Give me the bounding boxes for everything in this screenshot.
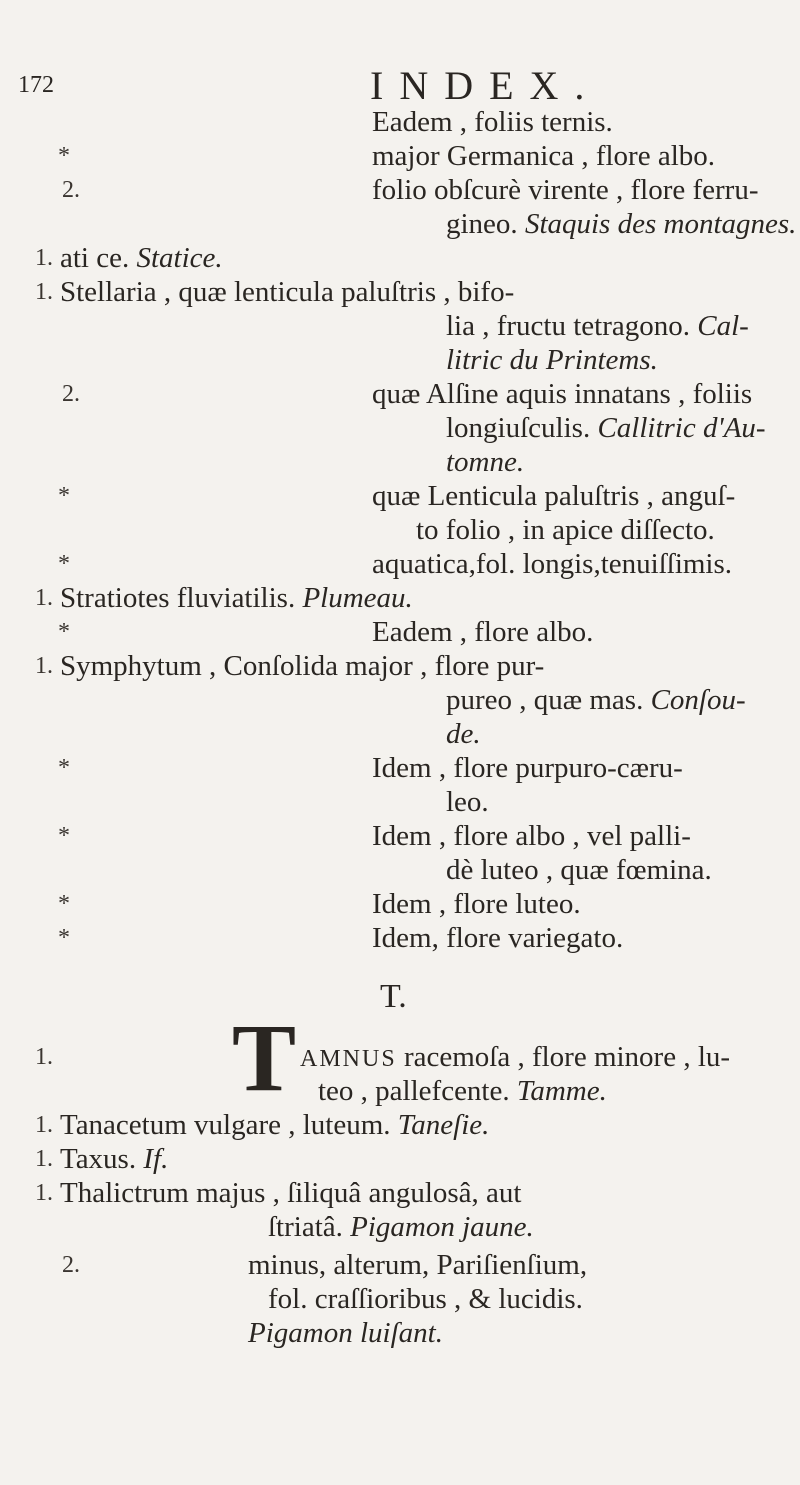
entry-line: Thalictrum majus , ſiliquâ angulosâ, aut bbox=[60, 1177, 522, 1209]
entry-line: aquatica,fol. longis,tenuiſſimis. bbox=[372, 548, 733, 580]
entry-line: dè luteo , quæ fœmina. bbox=[446, 854, 712, 886]
asterisk-marker: * bbox=[58, 551, 70, 577]
entry-line: ati ce. Statice. bbox=[60, 242, 223, 274]
asterisk-marker: * bbox=[58, 483, 70, 509]
entry-line: quæ Alſine aquis innatans , foliis bbox=[372, 378, 753, 410]
entry-line: Idem , flore albo , vel palli- bbox=[372, 820, 691, 852]
entry-number: 2. bbox=[62, 381, 80, 407]
entry-line: Stratiotes fluviatilis. Plumeau. bbox=[60, 582, 413, 614]
entry-line: leo. bbox=[446, 786, 489, 818]
page-number: 172 bbox=[18, 72, 54, 98]
entry-line: tomne. bbox=[446, 446, 525, 478]
entry-number: 1. bbox=[35, 279, 53, 305]
entry-line: de. bbox=[446, 718, 481, 750]
asterisk-marker: * bbox=[58, 925, 70, 951]
asterisk-marker: * bbox=[58, 619, 70, 645]
drop-cap: T bbox=[232, 1004, 297, 1111]
asterisk-marker: * bbox=[58, 143, 70, 169]
entry-number: 1. bbox=[35, 1112, 53, 1138]
asterisk-marker: * bbox=[58, 891, 70, 917]
entry-line: minus, alterum, Pariſienſium, bbox=[248, 1249, 588, 1281]
entry-line: gineo. Staquis des montagnes. bbox=[446, 208, 797, 240]
entry-number: 1. bbox=[35, 1180, 53, 1206]
entry-line: to folio , in apice diſſecto. bbox=[416, 514, 715, 546]
entry-line: Idem , flore luteo. bbox=[372, 888, 581, 920]
entry-line: Idem, flore variegato. bbox=[372, 922, 624, 954]
entry-line: pureo , quæ mas. Conſou- bbox=[446, 684, 746, 716]
entry-line: litric du Printems. bbox=[446, 344, 658, 376]
entry-line: Stellaria , quæ lenticula paluſtris , bifo- bbox=[60, 276, 515, 308]
entry-line: ſtriatâ. Pigamon jaune. bbox=[268, 1211, 534, 1243]
entry-line: major Germanica , flore albo. bbox=[372, 140, 716, 172]
entry-number: 1. bbox=[35, 585, 53, 611]
entry-number: 2. bbox=[62, 1252, 80, 1278]
entry-number: 1. bbox=[35, 1044, 53, 1070]
entry-line: Eadem , flore albo. bbox=[372, 616, 594, 648]
entry-line: Pigamon luiſant. bbox=[248, 1317, 443, 1349]
entry-number: 1. bbox=[35, 653, 53, 679]
entry-line: quæ Lenticula paluſtris , anguſ- bbox=[372, 480, 736, 512]
entry-line: Symphytum , Conſolida major , flore pur- bbox=[60, 650, 545, 682]
asterisk-marker: * bbox=[58, 755, 70, 781]
entry-line: teo , pallefcente. Tamme. bbox=[318, 1075, 607, 1107]
entry-number: 1. bbox=[35, 245, 53, 271]
asterisk-marker: * bbox=[58, 823, 70, 849]
entry-line: Idem , flore purpuro-cæru- bbox=[372, 752, 683, 784]
entry-line: folio obſcurè virente , flore ferru- bbox=[372, 174, 759, 206]
entry-line: Taxus. If. bbox=[60, 1143, 169, 1175]
page-header: INDEX. bbox=[370, 63, 601, 108]
entry-line: Eadem , foliis ternis. bbox=[372, 106, 613, 138]
entry-line: Tanacetum vulgare , luteum. Taneſie. bbox=[60, 1109, 490, 1141]
entry-line: lia , fructu tetragono. Cal- bbox=[446, 310, 749, 342]
section-letter: T. bbox=[380, 978, 407, 1015]
entry-line: longiuſculis. Callitric d'Au- bbox=[446, 412, 766, 444]
entry-number: 1. bbox=[35, 1146, 53, 1172]
entry-line: AMNUS racemoſa , flore minore , lu- bbox=[300, 1041, 731, 1073]
entry-line: fol. craſſioribus , & lucidis. bbox=[268, 1283, 583, 1315]
entry-number: 2. bbox=[62, 177, 80, 203]
